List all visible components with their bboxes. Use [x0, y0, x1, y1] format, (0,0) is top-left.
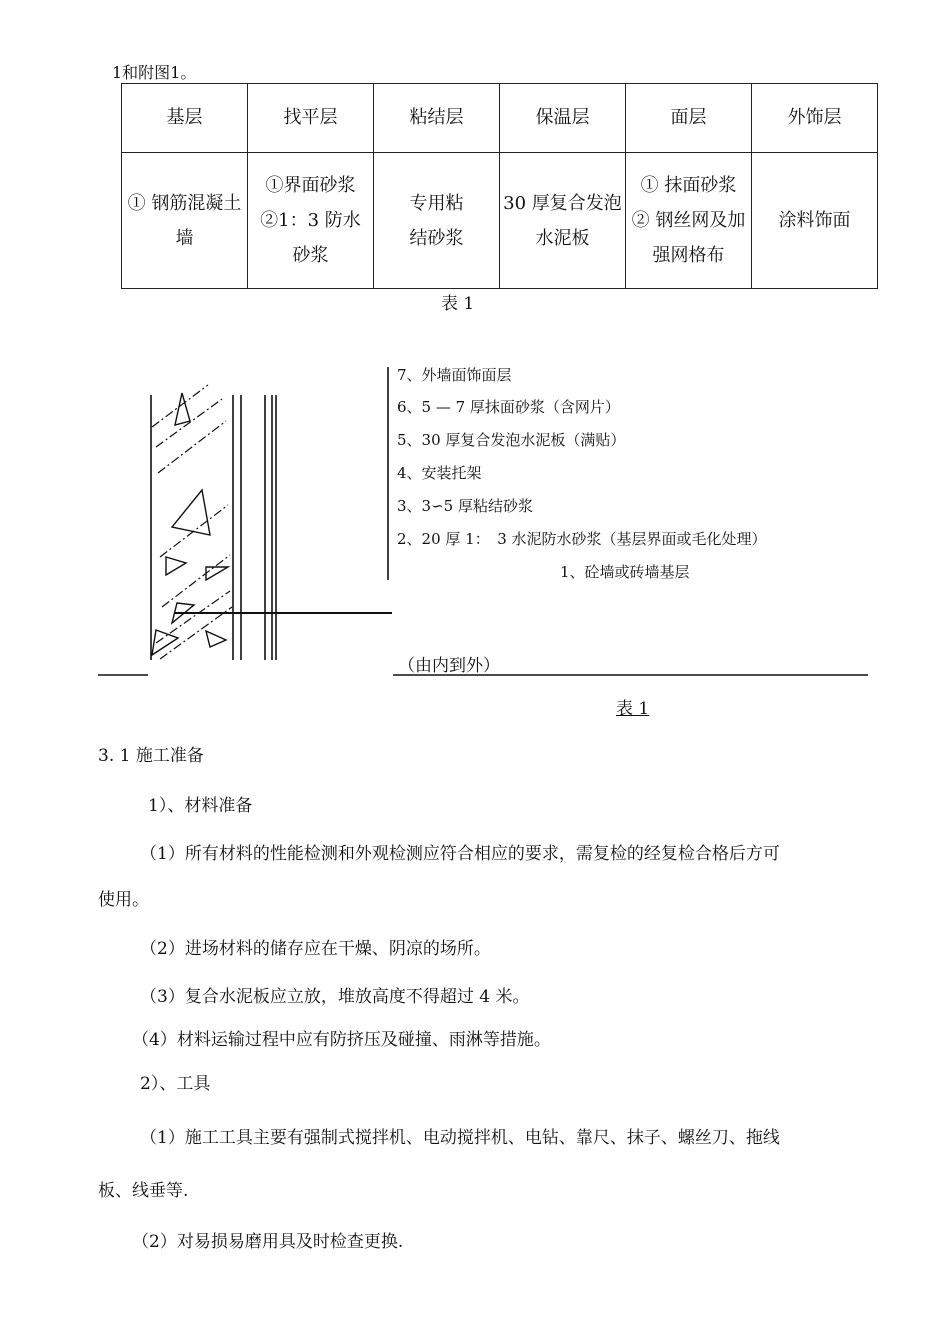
table-cell-leveling [248, 153, 374, 289]
cell-line: 专用粘 [409, 192, 464, 214]
cell-line: ②1：3 防水 [260, 210, 361, 231]
paragraph: （2）进场材料的储存应在干燥、阴凉的场所。 [140, 939, 491, 959]
legend-item: 7、外墙面饰面层 [397, 366, 512, 384]
cell-line: 砂浆 [292, 245, 329, 266]
table-header-cell: 找平层 [248, 84, 374, 153]
table-header-row [122, 84, 878, 153]
section-heading: 3. 1 施工准备 [98, 746, 204, 766]
table-header-cell: 保温层 [500, 84, 626, 153]
table-cell-bonding [374, 153, 500, 289]
concrete-hatch [152, 385, 232, 659]
table-caption: 表 1 [441, 294, 475, 314]
cell-line: ① 钢筋混凝土 [127, 192, 242, 214]
table-cell-insulation [500, 153, 626, 289]
paragraph: （4）材料运输过程中应有防挤压及碰撞、雨淋等措施。 [132, 1030, 551, 1050]
cell-line: 墙 [175, 227, 194, 249]
aggregate-triangles [152, 393, 228, 655]
layers-table [121, 83, 878, 289]
table-cell-finish [752, 153, 878, 289]
legend-item: 6、5 — 7 厚抹面砂浆（含网片） [397, 398, 620, 416]
table-header-cell: 粘结层 [374, 84, 500, 153]
table-header-cell: 面层 [626, 84, 752, 153]
subheading-tools: 2）、工具 [140, 1074, 211, 1094]
cell-line: ② 钢丝网及加 [631, 210, 746, 231]
paragraph: 使用。 [98, 890, 149, 910]
legend-item: 3、3∽5 厚粘结砂浆 [397, 497, 533, 515]
cell-line: 水泥板 [535, 227, 590, 249]
legend-item: 5、30 厚复合发泡水泥板（满贴） [397, 431, 626, 449]
paragraph: 板、线垂等. [98, 1181, 189, 1201]
cell-line: ① 抹面砂浆 [640, 175, 737, 196]
figure-caption: 表 1 [616, 699, 650, 719]
cell-line: 涂料饰面 [778, 210, 851, 231]
cell-line: ①界面砂浆 [265, 175, 356, 196]
paragraph: （3）复合水泥板应立放，堆放高度不得超过 4 米。 [140, 987, 530, 1007]
table-cell-surface [626, 153, 752, 289]
direction-note: （由内到外） [398, 656, 500, 676]
cell-line: 30 厚复合发泡 [503, 192, 622, 214]
subheading-materials: 1）、材料准备 [148, 796, 253, 816]
table-row [122, 153, 878, 289]
legend-item: 2、20 厚 1： 3 水泥防水砂浆（基层界面或毛化处理） [397, 530, 767, 548]
paragraph: （1）施工工具主要有强制式搅拌机、电动搅拌机、电钻、靠尺、抹子、螺丝刀、拖线 [140, 1128, 780, 1148]
table-header-cell: 基层 [122, 84, 248, 153]
cell-line: 强网格布 [652, 245, 725, 266]
cell-line: 结砂浆 [409, 227, 464, 249]
table-header-cell: 外饰层 [752, 84, 878, 153]
table-cell-base [122, 153, 248, 289]
paragraph: （2）对易损易磨用具及时检查更换. [132, 1232, 404, 1252]
legend-item: 1、砼墙或砖墙基层 [560, 563, 690, 581]
legend-item: 4、安装托架 [397, 464, 482, 482]
intro-text: 1和附图1。 [112, 63, 197, 82]
paragraph: （1）所有材料的性能检测和外观检测应符合相应的要求，需复检的经复检合格后方可 [140, 844, 780, 864]
